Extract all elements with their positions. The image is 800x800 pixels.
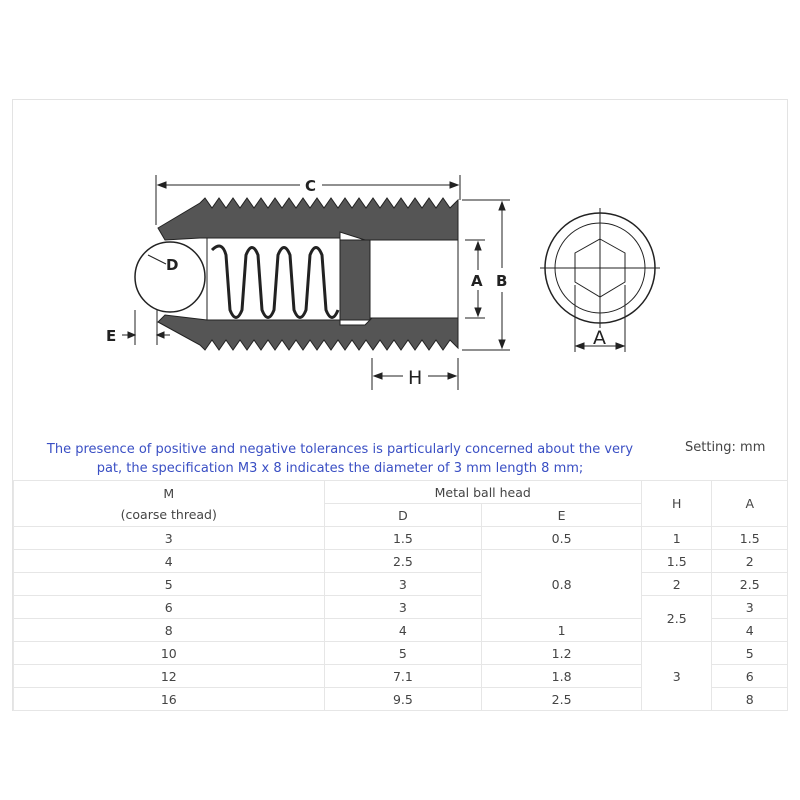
cell-m: 12 (14, 665, 325, 688)
cell-h: 1.5 (641, 550, 712, 573)
cell-h: 1 (641, 527, 712, 550)
cell-m: 6 (14, 596, 325, 619)
header-m-label: M (163, 485, 175, 501)
cell-e: 0.5 (482, 527, 642, 550)
unit-label: Setting: mm (685, 440, 766, 455)
cell-e: 1.8 (482, 665, 642, 688)
table-row (14, 573, 788, 596)
label-b: B (496, 272, 508, 290)
tolerance-note (40, 440, 640, 478)
label-d: D (166, 256, 179, 274)
cell-a: 8 (712, 688, 788, 711)
label-c: C (305, 177, 317, 195)
cell-a: 1.5 (712, 527, 788, 550)
note-line-1: The presence of positive and negative tolerances is particularly concerned about the very (46, 442, 634, 457)
cell-d: 9.5 (324, 688, 482, 711)
table-row (14, 527, 788, 550)
cell-d: 1.5 (324, 527, 482, 550)
header-e: E (482, 504, 642, 527)
header-metal-ball: Metal ball head (324, 481, 641, 504)
dimension-e (122, 310, 170, 345)
hex-bore (370, 240, 458, 318)
cell-d: 2.5 (324, 550, 482, 573)
cell-m: 5 (14, 573, 325, 596)
table-row (14, 596, 788, 619)
cell-a: 6 (712, 665, 788, 688)
header-a: A (712, 481, 788, 527)
cell-h: 2.5 (641, 596, 712, 642)
table-row (14, 642, 788, 665)
cell-m: 10 (14, 642, 325, 665)
metal-ball (135, 242, 205, 312)
label-a-hex: A (593, 327, 606, 349)
label-a: A (471, 272, 483, 290)
cell-m: 8 (14, 619, 325, 642)
note-line-2: pat, the specification M3 x 8 indicates the diameter of 3 mm length 8 mm; (96, 461, 584, 476)
cell-e: 1 (482, 619, 642, 642)
header-m-sub: (coarse thread) (120, 506, 217, 522)
cell-a: 2 (712, 550, 788, 573)
cell-d: 5 (324, 642, 482, 665)
cell-a: 4 (712, 619, 788, 642)
cell-e: 1.2 (482, 642, 642, 665)
cell-d: 3 (324, 573, 482, 596)
table-row (14, 550, 788, 573)
cell-h: 2 (641, 573, 712, 596)
cell-e: 0.8 (482, 550, 642, 619)
label-e: E (106, 327, 117, 345)
cell-e: 2.5 (482, 688, 642, 711)
header-d: D (324, 504, 482, 527)
header-h: H (641, 481, 712, 527)
cell-m: 4 (14, 550, 325, 573)
cell-d: 7.1 (324, 665, 482, 688)
cell-d: 4 (324, 619, 482, 642)
cell-a: 3 (712, 596, 788, 619)
cell-m: 3 (14, 527, 325, 550)
cell-d: 3 (324, 596, 482, 619)
cell-h: 3 (641, 642, 712, 711)
cell-m: 16 (14, 688, 325, 711)
label-h: H (408, 367, 423, 389)
cell-a: 5 (712, 642, 788, 665)
header-m (14, 481, 325, 527)
cell-a: 2.5 (712, 573, 788, 596)
spec-table (13, 480, 788, 711)
